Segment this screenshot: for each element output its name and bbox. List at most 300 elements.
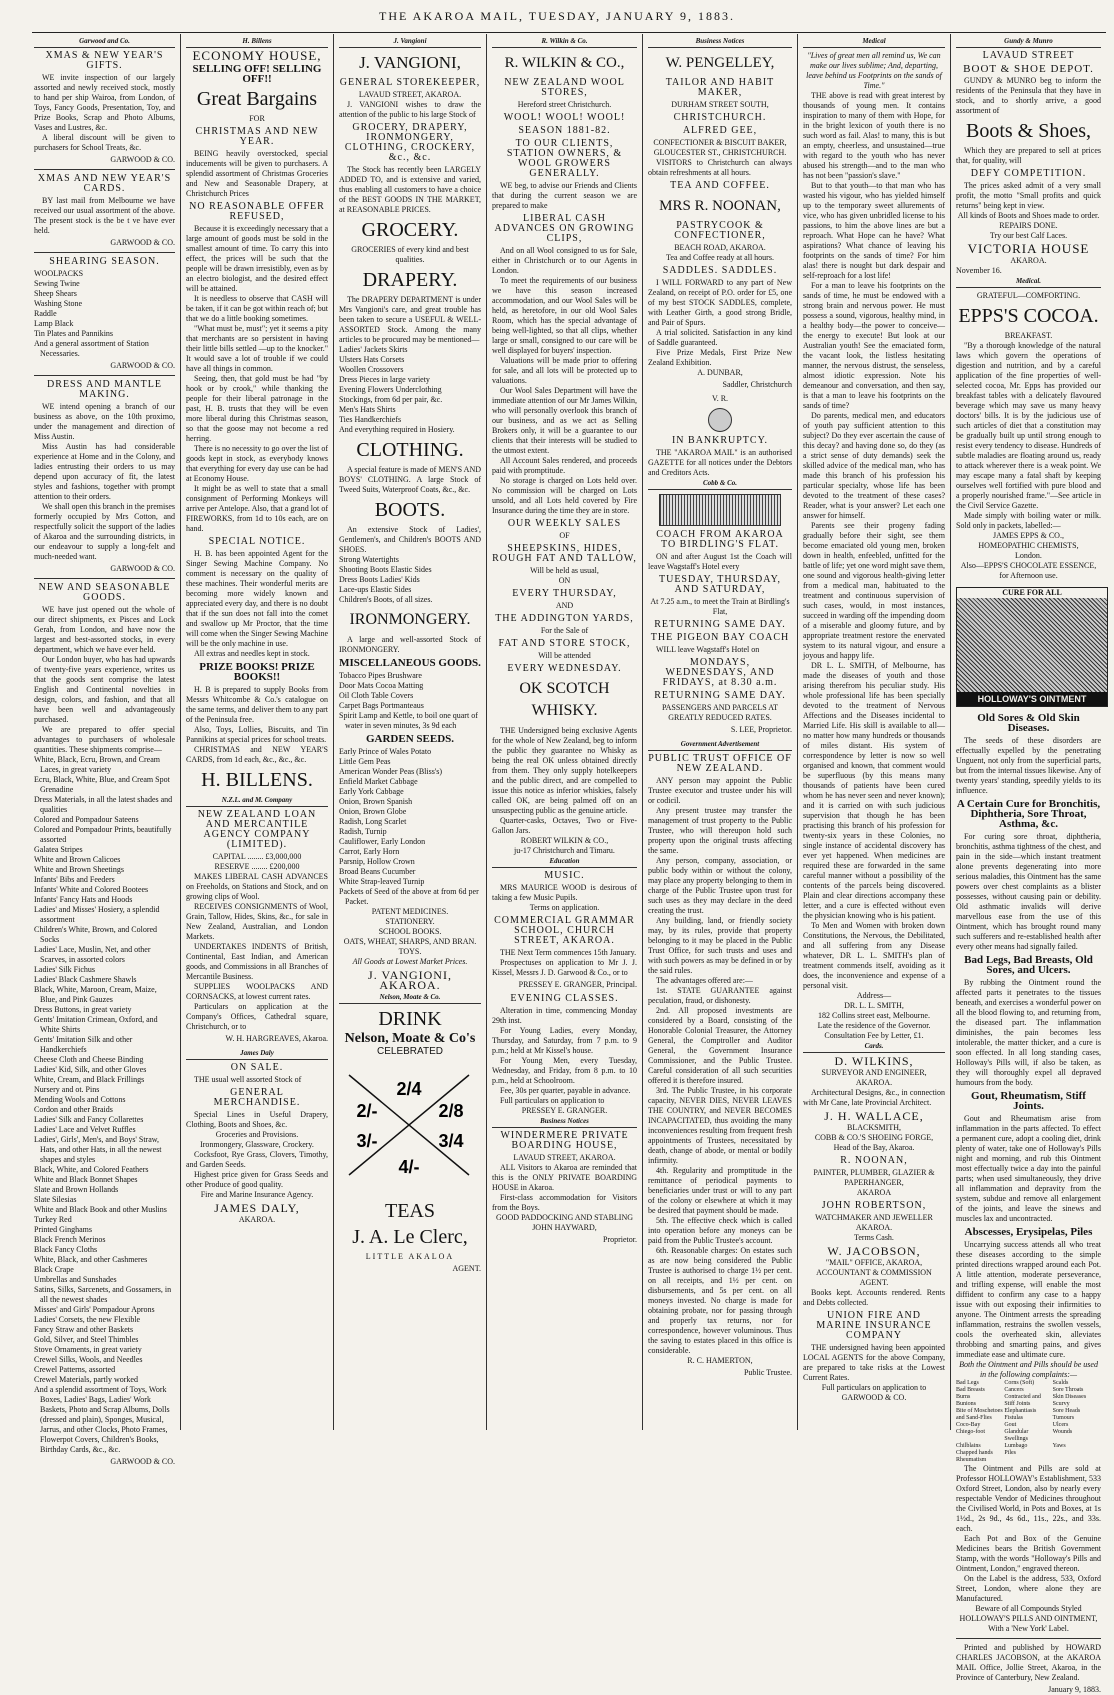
- ad-body: The prices asked admit of a very small profit, the motto "Small profits and quick returns" being kept in view.: [956, 181, 1101, 210]
- ad-subtitle: SEASON 1881-82.: [518, 125, 611, 136]
- ad-title: ON SALE.: [230, 1062, 284, 1073]
- ad-line: LAVAUD STREET, AKAROA.: [358, 90, 462, 99]
- divider: [34, 252, 175, 253]
- ad-line: BLACKSMITH,: [846, 1123, 901, 1132]
- ad-title: SHEARING SEASON.: [49, 256, 160, 267]
- list-item: Gents' Imitation Crimean, Oxford, and White Shirts: [34, 1015, 158, 1034]
- ad-body: But to that youth—to that man who has wasted his vigour, who has yielded himself up to the temporary sweet allurements of vice, who has given unbridled license to his passions, to him the above lines are but a reproach. What Hope can he have? What aspirations? What chance of leaving his footprints on the sands of time? For him alas! there is nought but dark despair and self-reproach for a lost life!: [803, 181, 945, 280]
- ad-signature: GARWOOD & CO.: [110, 361, 175, 370]
- ad-headline: Great Bargains: [196, 88, 318, 110]
- ad-body: H. B. has been appointed Agent for the Singer Sewing Machine Company. No comment is necessary on the quality of these machines. Their wonderful merits are becoming more widely known and appreciated every day, and there is no doubt that if the sun does not fall into the comet and swallow up Mr Proctor, that the time will come when the Singer Sewing Machine will be the only machine in use.: [186, 549, 328, 648]
- list-item: White Strap-leaved Turnip: [339, 877, 425, 886]
- ad-signature: A. DUNBAR,: [697, 368, 743, 377]
- ad-title: GARDEN SEEDS.: [365, 733, 455, 745]
- divider: [34, 169, 175, 170]
- royal-crest-icon: [708, 408, 732, 432]
- goods-list: [34, 755, 175, 1455]
- list-item: Nursery and ot. Pins: [34, 1085, 100, 1094]
- ad-subtitle: DEFY COMPETITION.: [970, 168, 1087, 179]
- ad-title: THE PIGEON BAY COACH: [650, 632, 790, 643]
- list-item: Onion, Brown Spanish: [339, 797, 413, 806]
- ad-signature: JAMES EPPS & CO.,: [993, 531, 1064, 540]
- ad-body: BEING heavily overstocked, special inducements will be given to purchasers. A splendid assortment of Christmas Groceries and New and Seasonable Drapery, at Christchurch Prices: [186, 149, 328, 198]
- ad-line: For the Sale of: [540, 626, 589, 635]
- ad-body: GUNDY & MUNRO beg to inform the residents of the Peninsula that they have in stock, and to shortly arrive, a good assortment of: [956, 76, 1101, 115]
- ad-line: Hereford street Christchurch.: [517, 100, 612, 109]
- ad-line: ON: [558, 576, 571, 585]
- list-item: Chapped hands: [956, 1450, 993, 1456]
- ad-tagline: All Goods at Lowest Market Prices.: [352, 957, 468, 966]
- list-item: Sore Heads: [1052, 1408, 1081, 1414]
- list-item: Strong Watertights: [339, 555, 399, 564]
- ad-title: MISCELLANEOUS GOODS.: [339, 657, 481, 669]
- list-item: And a general assortment of Station Necessaries.: [34, 339, 149, 358]
- ad-line: PASSENGERS AND PARCELS AT GREATLY REDUCED RATES.: [661, 703, 779, 722]
- list-item: Black, White, Maroon, Cream, Maize, Blue, and Pink Gauzes: [34, 985, 157, 1004]
- ad-line: BREAKFAST.: [1004, 331, 1053, 340]
- list-item: Ladies' Lace, Muslin, Net, and other Scarves, in assorted colors: [34, 945, 151, 964]
- list-item: Elephantiasis: [1004, 1408, 1037, 1414]
- ad-signature: GARWOOD & CO.: [110, 564, 175, 573]
- ad-body: I WILL FORWARD to any part of New Zealand, on receipt of P.O. order for £5, one of my best STOCK SADDLES, complete, with Leather Girth, a good strong Bridle, and Pair of Spurs.: [648, 278, 792, 327]
- ad-subtitle: GENERAL MERCHANDISE.: [213, 1087, 301, 1108]
- list-item: Chiego-foot: [956, 1429, 985, 1435]
- ad-body: To meet the requirements of our business we have this season increased accommodation, and our Wool Sales will be held, as heretofore, in our old Wool Sales Room, which has the special advantage of being well-lighted, so that all clips, whether large or small, consigned to our care will be well displayed for buyers' inspection.: [492, 276, 637, 355]
- ad-line: AKAROA: [856, 1188, 892, 1197]
- list-item: Little Gem Peas: [339, 757, 391, 766]
- ad-line: GRATEFUL—COMFORTING.: [976, 291, 1081, 300]
- list-item: White, Black, Ecru, Brown, and Cream Laces, in great variety: [34, 755, 160, 774]
- ad-body: Architectural Designs, &c., in connection with Mr Cane, late Provincial Architect.: [803, 1088, 945, 1107]
- ad-line: WATCHMAKER AND JEWELLER: [815, 1213, 933, 1222]
- list-item: Men's Hats Shirts: [339, 405, 396, 414]
- goods-list: [339, 555, 481, 605]
- ad-body: A large and well-assorted Stock of IRONMONGERY.: [339, 635, 481, 654]
- ad-body: All Account Sales rendered, and proceeds paid with promptitude.: [492, 456, 637, 475]
- list-item: SCHOOL BOOKS.: [378, 927, 442, 936]
- ad-body: Which they are prepared to sell at prices that, for quality, will: [956, 146, 1101, 165]
- ad-body: It might be as well to state that a small consignment of Performing Monkeys will arrive per Antelope. Also, that a grand lot of FIREWORKS, from 1d to 10s each, are on hand.: [186, 484, 328, 533]
- list-item: Black, White, and Colored Feathers: [34, 1165, 149, 1174]
- ad-line: Beware of all Compounds Styled: [975, 1604, 1082, 1613]
- list-item: Stiff Joints: [1004, 1401, 1031, 1407]
- ad-line: Public Trustee.: [743, 1368, 792, 1377]
- ad-subtitle: NEW ZEALAND WOOL STORES,: [504, 77, 625, 98]
- list-item: Colored and Pompadour Prints, beautifully assorted: [34, 825, 172, 844]
- list-item: White, Cream, and Black Frillings: [34, 1075, 145, 1084]
- ad-line: CONFECTIONER & BISCUIT BAKER,: [653, 138, 787, 147]
- ad-line: LITTLE AKALOA: [365, 1252, 455, 1261]
- ad-subtitle: SELLING OFF! SELLING OFF!!: [192, 63, 322, 85]
- list-item: Spirit Lamp and Kettle, to boil one quart of water in seven minutes, 3s 9d each: [339, 711, 478, 730]
- verse: "Lives of great men all remind us, We can make our lives sublime; And, departing, leave behind us Footprints on the sands of Time.": [806, 51, 942, 90]
- ad-title: EVENING CLASSES.: [510, 993, 619, 1004]
- list-item: Packets of Seed of the above at from 6d per Packet.: [339, 887, 479, 906]
- column-head: Nelson, Moate & Co.: [339, 992, 481, 1004]
- list-item: Bite of Moschetoes: [956, 1408, 1003, 1414]
- ad-signature: H. BILLENS.: [201, 769, 313, 791]
- column-head: Government Advertisement: [648, 739, 792, 751]
- ad-body: For Young Men, every Tuesday, Wednesday, and Friday, from 8 p.m. to 10 p.m., held at Schoolroom.: [492, 1056, 637, 1085]
- ad-body: RECEIVES CONSIGNMENTS of Wool, Grain, Tallow, Hides, Skins, &c., for sale in New Zealand, Australian, and London Markets.: [186, 902, 328, 941]
- ad-subtitle: EVERY WEDNESDAY.: [507, 663, 622, 674]
- list-item: Gents' Imitation Silk and other Handkerchiefs: [34, 1035, 133, 1054]
- ad-line: Try our best Calf Laces.: [989, 231, 1068, 240]
- list-item: Tumours: [1052, 1415, 1075, 1421]
- column-7: [950, 34, 1106, 1694]
- card-name: D. WILKINS,: [834, 1054, 914, 1068]
- list-item: Cauliflower, Early London: [339, 837, 426, 846]
- card-name: JOHN ROBERTSON,: [821, 1200, 927, 1211]
- list-item: Lumbago: [1004, 1443, 1028, 1449]
- ad-body: 2nd. All proposed investments are considered by a Board, consisting of the Honorable Colonial Treasurer, the Attorney General, the Comptroller and Auditor General, the Government Insurance Commissioner, and the Public Trustee. Careful consideration of all such securities offered it is therefore insured.: [648, 1006, 792, 1085]
- ad-body: And on all Wool consigned to us for Sale, either in Christchurch or to our Agents in London.: [492, 246, 637, 275]
- ad-subtitle: RETURNING SAME DAY.: [654, 619, 786, 630]
- list-item: Black French Merinos: [34, 1235, 106, 1244]
- ad-body: Each Pot and Box of the Genuine Medicines bears the British Government Stamp, with the words "Holloway's Pills and Ointment, London," engraved thereon.: [956, 1534, 1101, 1573]
- ad-headline: BOOTS.: [374, 499, 446, 521]
- column-head: H. Billens: [186, 36, 328, 48]
- list-item: Washing Stone: [34, 299, 83, 308]
- list-item: Satins, Silks, Sarcenets, and Gossamers, in all the newest shades: [34, 1285, 172, 1304]
- ad-line: AKAROA.: [1010, 256, 1047, 265]
- ad-subtitle: THE ADDINGTON YARDS,: [495, 613, 634, 624]
- tea-price: 3/4: [438, 1131, 464, 1151]
- ad-line: HOLLOWAY'S PILLS AND OINTMENT,: [959, 1614, 1098, 1623]
- divider: [34, 375, 175, 376]
- list-item: Sheep Shears: [34, 289, 77, 298]
- ad-subtitle: CHRISTMAS AND NEW YEAR.: [195, 126, 319, 147]
- list-item: Carpet Bags Portmanteaus: [339, 701, 424, 710]
- tea-price-diagram: [339, 1065, 479, 1185]
- ad-body: Our London buyer, who has had upwards of twenty-five years experience, writes us that the goods sent comprise the latest English and Continental novelties in design, colors, and fashion, and that all have been well and advantageously purchased.: [34, 655, 175, 724]
- list-item: White and Brown Sheetings: [34, 865, 124, 874]
- list-item: Tobacco Pipes Brushware: [339, 671, 422, 680]
- ad-body: Miss Austin has had considerable experience at Home and in the Colony, and ladies entrusting their orders to us may depend upon accuracy of fit, the latest styles and fashions, together with prompt attention to their orders.: [34, 442, 175, 501]
- ad-body: Any person, company, association, or public body within or without the colony, may place any property belonging to them in charge of the Public Trustee upon trust for such uses as they may declare in the deed creating the trust.: [648, 856, 792, 915]
- ad-line: RESERVE ........ £200,000: [214, 862, 300, 871]
- ad-subtitle: TO OUR CLIENTS, STATION OWNERS, & WOOL GROWERS GENERALLY.: [506, 138, 623, 179]
- ad-line: Full particulars on application to: [821, 1383, 927, 1392]
- ad-line: AKAROA.: [238, 1215, 276, 1224]
- list-item: Ladies' Silk Fichus: [34, 965, 95, 974]
- ad-body: THE Undersigned being exclusive Agents for the whole of New Zealand, beg to inform the public they guarantee no Whisky as being the real OK unless obtained directly from them. They only supply hotelkeepers and the public direct, and are compelled to issue this notice as inferior whiskies, falsely called OK, are being palmed off on an unsuspecting public as the genuine article.: [492, 726, 637, 815]
- ad-subtitle: EVERY THURSDAY,: [512, 588, 617, 599]
- tea-price: 3/-: [356, 1131, 378, 1151]
- ad-body: ON and after August 1st the Coach will leave Wagstaff's Hotel every: [648, 552, 792, 571]
- card-name: J. H. WALLACE,: [824, 1109, 924, 1123]
- list-item: Wounds: [1052, 1429, 1073, 1435]
- list-item: Ladies' Silk and Fancy Collarettes: [34, 1115, 144, 1124]
- column-head: N.Z.L. and M. Company: [186, 795, 328, 807]
- list-item: Slate and Brown Hollands: [34, 1185, 119, 1194]
- imprint-date: January 9, 1883.: [1048, 1685, 1101, 1694]
- list-item: Children's Boots, of all sizes.: [339, 595, 433, 604]
- ad-headline: J. VANGIONI,: [359, 53, 461, 72]
- ad-body: A liberal discount will be given to purchasers for School Treats, &c.: [34, 133, 175, 152]
- list-item: Ladies' Corsets, the new Flexible: [34, 1315, 141, 1324]
- ad-line: Proprietor.: [603, 1235, 637, 1244]
- ad-line: With a 'New York' Label.: [988, 1624, 1069, 1633]
- list-item: Bunions: [956, 1401, 977, 1407]
- list-item: [1053, 1457, 1101, 1464]
- masthead-rule: [32, 32, 1106, 33]
- ad-body: SUPPLIES WOOLPACKS AND CORNSACKS, at lowest current rates.: [186, 982, 328, 1001]
- ad-headline: DRAPERY.: [362, 269, 458, 291]
- ad-body: On the Label is the address, 533, Oxford Street, London, where alone they are Manufactured.: [956, 1574, 1101, 1603]
- ad-line: Fire and Marine Insurance Agency.: [200, 1190, 314, 1199]
- ad-body: To Men and Women with broken down Constitutions, the Nervous, the Debilitated, and all suffering from any Disease whatever, DR L. L. SMITH's plan of treatment commends itself, avoiding as it does, the inconvenience and expense of a personal visit.: [803, 921, 945, 990]
- ad-body: Full particulars on application to: [500, 1096, 605, 1105]
- ad-headline: Boots & Shoes,: [965, 120, 1092, 142]
- list-item: White and Black Book and other Muslins: [34, 1205, 167, 1214]
- ad-body: DR L. L. SMITH, of Melbourne, has made the diseases of youth and those arising therefrom his peculiar study. His whole professional life has been specially devoted to the treatment of Nervous Affections and the Diseases incidental to Married Life. His skill is available to all—no matter how many hundreds or thousands of miles distant. His system of correspondence by letter is now so well organised and known, that comment would be superfluous (by this means many thousands of patients have been cured whom he has never seen and never known); and it is carried on with such judicious supervision that though he has been practising this branch of his profession for twenty-six years in these Colonies, no single instance of accidental discovery has ever yet happened. When medicines are required these are forwarded in the same careful manner without a possibility of the contents of the parcels being discovered. Plain and clear directions accompany these letter, and a cure is effected without even the physician knowing who is his patient.: [803, 661, 945, 920]
- ad-body: All extras and needles kept in stock.: [194, 649, 310, 658]
- ad-signature: J. A. Le Clerc,: [352, 1226, 468, 1248]
- ad-body: H. B is prepared to supply Books from Messrs Whitcombe & Co.'s catalogue on the same terms, and deliver them to any part of the Peninsula free.: [186, 685, 328, 724]
- column-5: [642, 34, 797, 1430]
- list-item: Gold, Silver, and Steel Thimbles: [34, 1335, 139, 1344]
- ad-title: MUSIC.: [544, 870, 585, 881]
- ad-body: 4th. Regularity and promptitude in the remittance of periodical payments to beneficiaries under trust or will to any part of the colony or elsewhere at which it may be desired that payment should be made.: [648, 1166, 792, 1215]
- column-4: [486, 34, 642, 1430]
- list-item: Woollen Crossovers: [339, 365, 404, 374]
- ad-subtitle: BOOT & SHOE DEPOT.: [963, 63, 1094, 75]
- list-item: Ladies' Jackets Skirts: [339, 345, 408, 354]
- list-item: TOYS.: [398, 947, 422, 956]
- ad-line: All kinds of Boots and Shoes made to order.: [957, 211, 1100, 220]
- ad-line: COBB & CO.'S SHOEING FORGE,: [814, 1133, 934, 1142]
- list-item: Burns: [956, 1394, 971, 1400]
- ad-title: COACH FROM AKAROA TO BIRDLING'S FLAT.: [656, 529, 784, 550]
- ad-line: Address—: [856, 991, 892, 1000]
- ad-line: Groceries and Provisions.: [215, 1130, 299, 1139]
- masthead: THE AKAROA MAIL, TUESDAY, JANUARY 9, 1883.: [378, 9, 736, 23]
- column-head: Medical: [803, 36, 945, 48]
- list-item: Dress Pieces in large variety: [339, 375, 430, 384]
- list-item: Coco-Bay: [956, 1422, 981, 1428]
- list-item: Dress Boots Ladies' Kids: [339, 575, 420, 584]
- list-item: Ecru, Black, White, Blue, and Cream Spot Grenadine: [34, 775, 170, 794]
- column-head: Business Notices: [492, 1116, 637, 1128]
- column-head: Gundy & Munro: [956, 36, 1101, 48]
- ad-title: OUR WEEKLY SALES: [507, 518, 622, 529]
- ad-title: IN BANKRUPTCY.: [671, 435, 769, 446]
- tea-price: 2/8: [438, 1101, 464, 1121]
- ad-line: REPAIRS DONE.: [999, 221, 1058, 230]
- ad-body: The Stock has recently been LARGELY ADDED TO, and is extensive and varied, thus enabling all customers to have a choice of the BEST GOODS IN THE MARKET, at REASONABLE PRICES.: [339, 165, 481, 214]
- list-item: Dress Materials, in all the latest shades and qualities: [34, 795, 173, 814]
- ad-subtitle: GENERAL STOREKEEPER,: [339, 77, 481, 88]
- ad-headline: EPPS'S COCOA.: [958, 305, 1099, 327]
- ad-title: ECONOMY HOUSE,: [192, 48, 322, 63]
- list-item: Ties Handkerchiefs: [339, 415, 402, 424]
- ad-line: OF: [559, 531, 570, 540]
- ad-body: The advantages offered are:—: [656, 976, 753, 985]
- ad-body: For Young Ladies, every Monday, Thursday, and Saturday, from 7 p.m. to 9 p.m.; held at Mr Kissel's house.: [492, 1026, 637, 1055]
- ad-signature: GARWOOD & CO.: [110, 1457, 175, 1466]
- engraving-label: HOLLOWAY'S OINTMENT: [957, 692, 1107, 706]
- ad-body: Fee, 30s per quarter, payable in advance.: [500, 1086, 631, 1095]
- list-item: Slate Silesias: [34, 1195, 77, 1204]
- ad-body: Prospectuses on application to Mr J. J. Kissel, Messrs J. D. Garwood & Co., or to: [492, 958, 637, 977]
- list-item: Children's White, Brown, and Colored Socks: [34, 925, 158, 944]
- ad-signature: GARWOOD & CO.: [841, 1393, 907, 1402]
- goods-list: [339, 747, 481, 907]
- ad-subtitle: LIBERAL CASH ADVANCES ON GROWING CLIPS,: [494, 213, 635, 244]
- list-item: Early York Cabbage: [339, 787, 404, 796]
- ad-line: GLOUCESTER ST., CHRISTCHURCH.: [653, 148, 787, 157]
- ad-line: ACCOUNTANT & COMMISSION AGENT.: [816, 1268, 932, 1287]
- ad-signature: ROBERT WILKIN & CO.,: [520, 836, 609, 845]
- ad-date: November 16.: [956, 266, 1002, 275]
- imprint: Printed and published by HOWARD CHARLES JACOBSON, at the AKAROA MAIL Office, Jollie Street, Akaroa, in the Province of Canterbury, New Zealand.: [956, 1643, 1101, 1682]
- list-item: White and Black Bonnet Shapes: [34, 1175, 138, 1184]
- ad-body: THE Next Term commences 15th January.: [500, 948, 637, 957]
- ad-line: Tea and Coffee ready at all hours.: [666, 253, 774, 262]
- complaints-table: [956, 1380, 1101, 1464]
- list-item: Glandular Swellings: [1004, 1429, 1029, 1442]
- list-item: And everything required in Hosiery.: [339, 425, 455, 434]
- ad-title: NEW AND SEASONABLE GOODS.: [38, 582, 171, 603]
- ad-title: SADDLES. SADDLES.: [662, 265, 778, 276]
- ad-tagline: Both the Ointment and Pills should be used in the following complaints:—: [959, 1360, 1098, 1379]
- list-item: Ladies' Black Cashmere Shawls: [34, 975, 137, 984]
- ad-title: UNION FIRE AND MARINE INSURANCE COMPANY: [816, 1310, 932, 1341]
- list-item: Ladies', Girls', Men's, and Boys' Straw, Hats, and other Hats, in all the newest shapes and styles: [34, 1135, 162, 1164]
- ad-body: For curing sore throat, diphtheria, bronchitis, asthma tightness of the chest, and pain in the side—which instant treatment alone prevents degenerating into more serious maladies, this Ointment has the same powers over chest complaints as a blister possesses, without causing pain or debility. Old asthmatic invalids will derive marvellous ease from the use of this Ointment, which has brought round many such sufferers and re-established health after every other means had signally failed.: [956, 832, 1101, 951]
- ad-signature: DR. L. L. SMITH,: [844, 1001, 904, 1010]
- list-item: Printed Ginghams: [34, 1225, 92, 1234]
- column-head: Medical.: [956, 276, 1101, 288]
- ad-body: Five Prize Medals, First Prize New Zealand Exhibition.: [648, 348, 792, 367]
- coach-engraving-icon: [659, 494, 781, 526]
- list-item: Bad Breasts: [956, 1387, 985, 1393]
- ad-body: THE "AKAROA MAIL" is an authorised GAZETTE for all notices under the Debtors and Creditors Acts.: [648, 448, 792, 477]
- holloways-engraving-icon: [956, 587, 1108, 707]
- list-item: Corns (Soft): [1004, 1380, 1035, 1386]
- ad-body: The DRAPERY DEPARTMENT is under Mrs Vangioni's care, and great trouble has been taken to secure a USEFUL & WELL-ASSORTED Stock. Among the many articles to be procured may be mentioned—: [339, 295, 481, 344]
- ad-body: The seeds of these disorders are effectually expelled by the penetrating Unguent, not only from the superficial parts, but from the internal tissues likewise. Any of twenty years' standing, speedily yields to its influence.: [956, 736, 1101, 795]
- list-item: American Wonder Peas (Bliss's): [339, 767, 443, 776]
- list-item: Radish, Turnip: [339, 827, 387, 836]
- ad-headline: Nelson, Moate & Co's: [344, 1031, 476, 1046]
- column-3: [333, 34, 486, 1430]
- ad-title: Gout, Rheumatism, Stiff Joints.: [971, 1090, 1086, 1112]
- list-item: Ladies' Kid, Silk, and other Gloves: [34, 1065, 147, 1074]
- ad-body: The Ointment and Pills are sold at Professor HOLLOWAY's Establishment, 533 Oxford Street, London, also by nearly every respectable Vendor of Medicines throughout the Civilised World, in Pots and Boxes, at 1s 1½d., 2s 9d., 4s 6d., 11s., 22s., and 33s. each.: [956, 1464, 1101, 1533]
- ad-body: By rubbing the Ointment round the affected parts it penetrates to the tissues beneath, and exercises a wonderful power on all the blood flowing to, and returning from, the diseased part. The inflammation diminishes, the pain becomes less intolerable, the matter thicker, and a cure is soon effected. In all long standing cases, Holloway's Pills will, if also be taken, as they will thoroughly expel all depraved humours from the body.: [956, 978, 1101, 1087]
- list-item: Mending Wools and Cottons: [34, 1095, 126, 1104]
- list-item: And a splendid assortment of Toys, Work Boxes, Ladies' Bags, Ladies' Work Baskets, Photo and Scrap Albums, Dolls (dressed and plain), Sponges, Musical, Jarrus, and other Clocks, Photo Frames, Flowerpot Covers, Children's Books, Birthday Cards, &c., &c.: [34, 1385, 170, 1454]
- goods-list: [339, 345, 481, 435]
- list-item: PATENT MEDICINES.: [371, 907, 449, 916]
- ad-title: A Certain Cure for Bronchitis, Diphtheria, Sore Throat, Asthma, &c.: [956, 798, 1101, 830]
- list-item: Black Crape: [34, 1265, 74, 1274]
- ad-body: 1st. STATE GUARANTEE against peculation, fraud, or dishonesty.: [648, 986, 792, 1005]
- ad-subtitle: RETURNING SAME DAY.: [654, 690, 786, 701]
- ad-headline: W. PENGELLEY,: [665, 55, 775, 71]
- tea-price: 2/4: [396, 1079, 422, 1099]
- engraving-banner: CURE FOR ALL: [957, 588, 1107, 598]
- ad-headline: GROCERY.: [361, 219, 459, 241]
- ad-title: PUBLIC TRUST OFFICE OF NEW ZEALAND.: [648, 753, 792, 774]
- column-head: Garwood and Co.: [34, 36, 175, 48]
- ad-body: ALL Visitors to Akaroa are reminded that this is the ONLY PRIVATE BOARDING HOUSE in Akaroa.: [492, 1163, 637, 1192]
- ad-title: XMAS & NEW YEAR'S GIFTS.: [45, 50, 164, 71]
- column-head: James Daly: [186, 1048, 328, 1060]
- ad-line: DURHAM STREET SOUTH,: [671, 100, 769, 109]
- ad-line: GOOD PADDOCKING AND STABLING: [495, 1213, 634, 1222]
- list-item: Fistulas: [1004, 1415, 1023, 1421]
- list-item: Chilblains: [956, 1443, 981, 1449]
- list-item: Infants' Fancy Hats and Hoods: [34, 895, 133, 904]
- ad-headline: OK SCOTCH WHISKY.: [519, 680, 610, 719]
- list-item: Carrot, Early Horn: [339, 847, 400, 856]
- list-item: Raddle: [34, 309, 57, 318]
- card-name: W. JACOBSON,: [827, 1244, 921, 1258]
- ad-title: SPECIAL NOTICE.: [208, 536, 306, 547]
- ad-title: WINDERMERE PRIVATE BOARDING HOUSE,: [500, 1130, 629, 1151]
- ad-title: ALFRED GEE,: [682, 125, 758, 136]
- goods-list: [34, 269, 175, 359]
- ad-title: Old Sores & Old Skin Diseases.: [977, 712, 1080, 734]
- ad-body: It is needless to observe that CASH will be taken, if it can be got within reach of; but that we do a little booking sometimes.: [186, 294, 328, 323]
- list-item: Sore Throats: [1052, 1387, 1084, 1393]
- ad-title: VICTORIA HOUSE: [967, 241, 1090, 256]
- ad-subtitle: MONDAYS, WEDNESDAYS, AND FRIDAYS, at 8.30 a.m.: [662, 657, 778, 688]
- list-item: Bad Legs: [956, 1380, 979, 1386]
- ad-line: Will be held as usual,: [530, 566, 599, 575]
- list-item: Misses' and Girls' Pompadour Aprons: [34, 1305, 155, 1314]
- list-item: Scurvy: [1052, 1401, 1070, 1407]
- ad-line: London.: [1015, 551, 1042, 560]
- column-6: [797, 34, 950, 1430]
- list-item: Crewel Silks, Wools, and Needles: [34, 1355, 143, 1364]
- ad-signature: W. H. HARGREAVES, Akaroa.: [225, 1034, 328, 1043]
- ad-body: Special Lines in Useful Drapery, Clothing, Boots and Shoes, &c.: [186, 1110, 328, 1129]
- ad-line: FOR: [249, 114, 265, 123]
- ad-body: An extensive Stock of Ladies', Gentlemen's, and Children's BOOTS AND SHOES.: [339, 525, 481, 554]
- ad-line: 182 Collins street east, Melbourne.: [818, 1011, 930, 1020]
- ad-line: BEACH ROAD, AKAROA.: [674, 243, 766, 252]
- column-head: Education: [492, 856, 637, 868]
- list-item: Stove Ornaments, in great variety: [34, 1345, 142, 1354]
- list-item: [1053, 1450, 1101, 1457]
- tea-price: 4/-: [398, 1157, 420, 1177]
- list-item: Ulcers: [1052, 1422, 1069, 1428]
- ad-line: Late the residence of the Governor.: [817, 1021, 931, 1030]
- ad-body: A special feature is made of MEN'S AND BOYS' CLOTHING. A large Stock of Tweed Suits, Waterproof Coats, &c., &c.: [339, 465, 481, 494]
- column-head: J. Vangioni: [339, 36, 481, 48]
- ad-body: Valuations will be made prior to offering for sale, and all lots will be protected up to valuations.: [492, 356, 637, 385]
- ad-body: Any present trustee may transfer the management of trust property to the Public Trustee, who will thereupon hold such property upon the original trusts affecting the same.: [648, 806, 792, 855]
- ad-line: CELEBRATED: [377, 1046, 443, 1057]
- ad-body: Quarter-casks, Octaves, Two or Five-Gallon Jars.: [492, 816, 637, 835]
- ad-line: HOMEOPATHIC CHEMISTS,: [978, 541, 1079, 550]
- list-item: Lamp Black: [34, 319, 74, 328]
- list-item: Door Mats Cocoa Matting: [339, 681, 424, 690]
- list-item: Cancers: [1004, 1387, 1024, 1393]
- ad-body: UNDERTAKES INDENTS of British, Continental, East Indian, and American goods, and Commissions in all Branches of Mercantile Business.: [186, 942, 328, 981]
- ad-signature: GARWOOD & CO.: [110, 155, 175, 164]
- column-head: Cards.: [803, 1041, 945, 1053]
- ad-body: Any building, land, or friendly society may, by its rules, provide that property belonging to it may be placed in the Public Trust Office, for such trusts and uses and with such powers as may be defined in or by the said rules.: [648, 916, 792, 975]
- divider: [34, 578, 175, 579]
- list-item: Crewel Patterns, assorted: [34, 1365, 116, 1374]
- list-item: Scalds: [1052, 1380, 1069, 1386]
- ad-subtitle: WOOL! WOOL! WOOL!: [503, 112, 626, 123]
